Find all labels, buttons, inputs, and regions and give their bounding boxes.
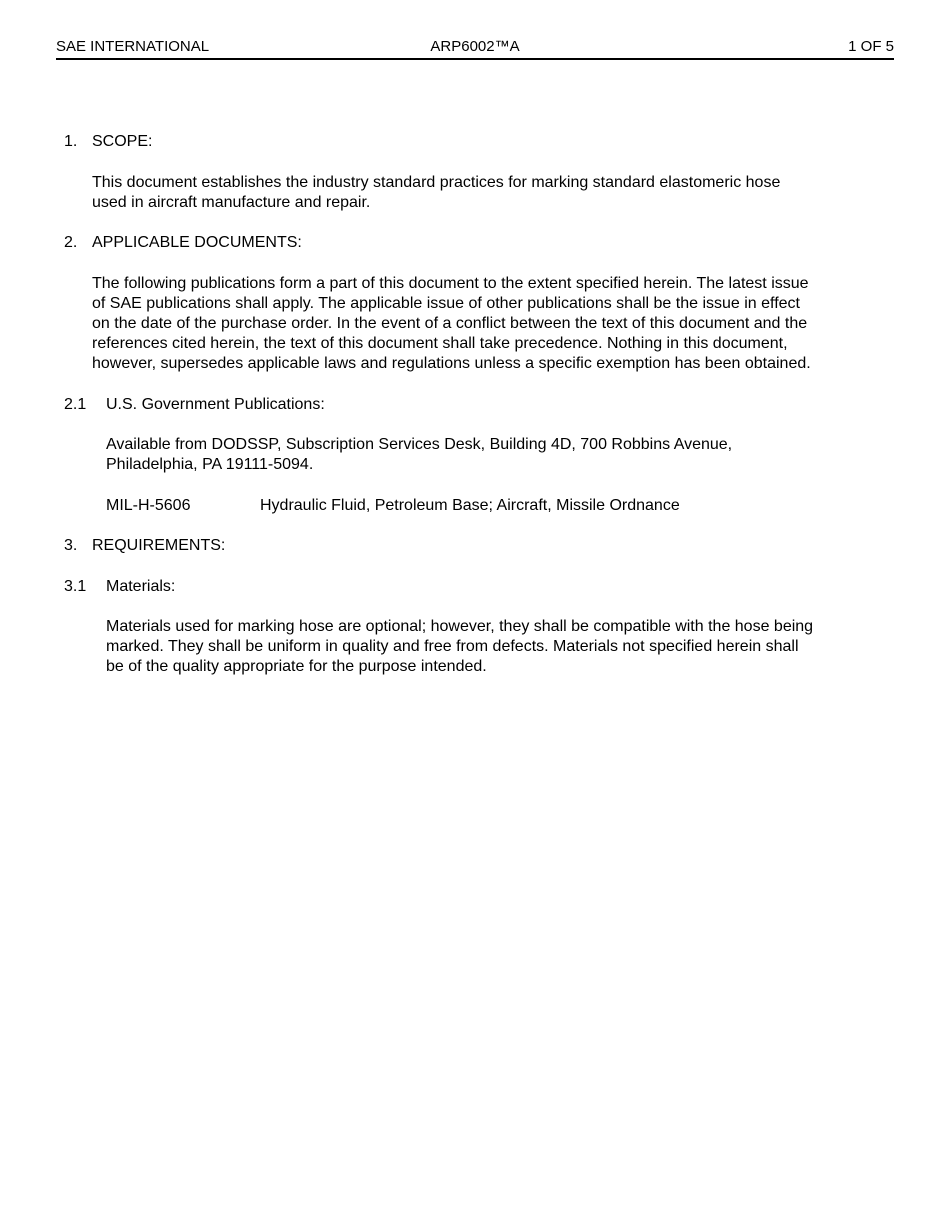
paragraph-line: Available from DODSSP, Subscription Services Desk, Building 4D, 700 Robbins Avenue,: [106, 436, 733, 453]
paragraph-line: The following publications form a part of this document to the extent specified herein. The latest issue: [92, 275, 809, 292]
section-2-1-paragraph: [106, 435, 732, 475]
section-number: 2.: [64, 234, 78, 251]
paragraph-line: be of the quality appropriate for the purpose intended.: [106, 658, 487, 675]
section-3-1-paragraph: [106, 617, 813, 677]
section-2-paragraph: [92, 274, 811, 374]
section-number: 2.1: [64, 396, 87, 413]
section-number: 1.: [64, 133, 78, 150]
section-title: REQUIREMENTS:: [92, 537, 226, 554]
section-1-paragraph: [92, 173, 780, 213]
section-title: APPLICABLE DOCUMENTS:: [92, 234, 302, 251]
reference-id: MIL-H-5606: [106, 497, 191, 514]
header-org: SAE INTERNATIONAL: [56, 38, 210, 55]
paragraph-line: references cited herein, the text of this document shall take precedence. Nothing in this document,: [92, 335, 788, 352]
paragraph-line: marked. They shall be uniform in quality and free from defects. Materials not specified herein shall: [106, 638, 799, 655]
page-header: [56, 38, 894, 60]
reference-title: Hydraulic Fluid, Petroleum Base; Aircraft, Missile Ordnance: [260, 497, 680, 514]
section-number: 3.: [64, 537, 78, 554]
header-doc-number: ARP6002™A: [430, 38, 520, 55]
paragraph-line: used in aircraft manufacture and repair.: [92, 194, 371, 211]
paragraph-line: however, supersedes applicable laws and regulations unless a specific exemption has been obtained.: [92, 355, 811, 372]
section-title: SCOPE:: [92, 133, 153, 150]
paragraph-line: on the date of the purchase order. In the event of a conflict between the text of this document and the: [92, 315, 808, 332]
paragraph-line: of SAE publications shall apply. The applicable issue of other publications shall be the issue in effect: [92, 295, 800, 312]
paragraph-line: Materials used for marking hose are optional; however, they shall be compatible with the hose being: [106, 618, 814, 635]
section-title: Materials:: [106, 578, 176, 595]
header-page-number: 1 OF 5: [848, 38, 894, 55]
paragraph-line: This document establishes the industry standard practices for marking standard elastomeric hose: [92, 174, 781, 191]
section-number: 3.1: [64, 578, 87, 595]
paragraph-line: Philadelphia, PA 19111-5094.: [106, 456, 314, 473]
section-title: U.S. Government Publications:: [106, 396, 325, 413]
